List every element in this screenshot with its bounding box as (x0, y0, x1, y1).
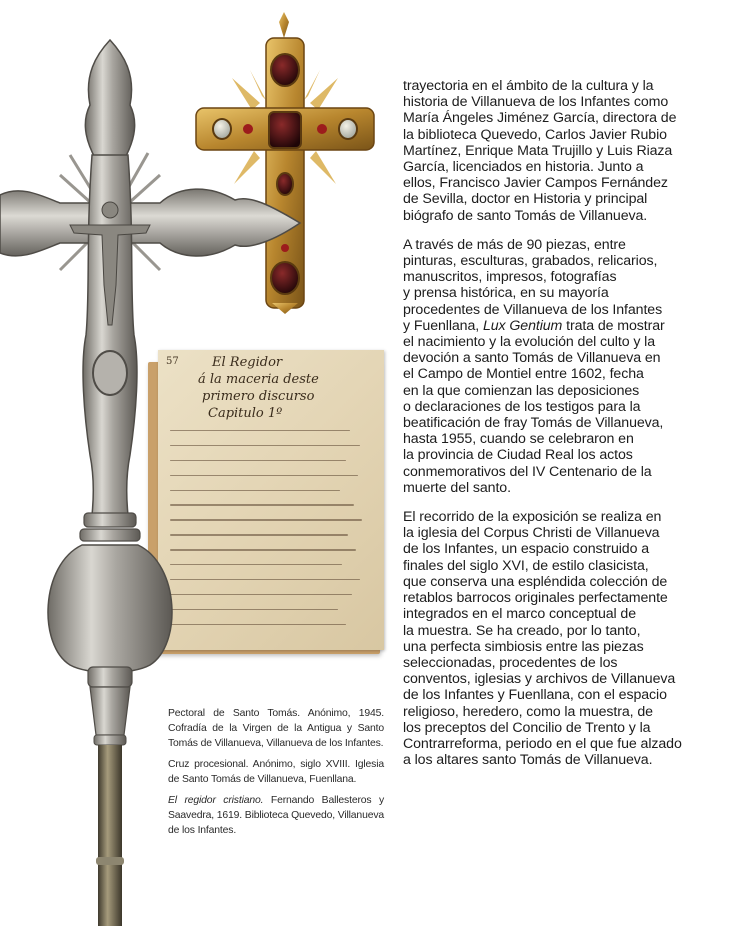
text-line: García, licenciados en historia. Junto a (403, 159, 644, 176)
text-line: de los Infantes y Fuenllana, con el espacio (403, 687, 667, 704)
text-line: el nacimiento y la evolución del culto y la (403, 334, 656, 351)
text-line: muerte del santo. (403, 479, 511, 496)
manuscript-page-number: 57 (166, 356, 179, 367)
text-line: retablos barrocos originales perfectamente (403, 590, 668, 607)
text-line: religioso, heredero, como la muestra, de (403, 703, 653, 720)
manuscript-heading-line: Capitulo 1º (208, 406, 283, 421)
text-line: la muestra. Se ha creado, por lo tanto, (403, 622, 641, 639)
text-line: conmemorativos del IV Centenario de la (403, 463, 652, 480)
text-line: beatificación de fray Tomás de Villanueva, (403, 415, 664, 432)
text-line: conventos, iglesias y archivos de Villanueva (403, 671, 676, 688)
manuscript-heading-line: El Regidor (212, 355, 283, 370)
image-captions (168, 706, 384, 844)
caption-processional-cross: Cruz procesional. Anónimo, siglo XVIII. Iglesia de Santo Tomás de Villanueva, Fuenllana. (168, 759, 384, 785)
caption-book-title: El regidor cristiano. (168, 795, 264, 806)
text-line: la provincia de Ciudad Real los actos (403, 447, 633, 464)
text-line-with-title (403, 318, 693, 334)
paragraph-2 (403, 237, 693, 496)
text-line: A través de más de 90 piezas, entre (403, 236, 626, 253)
text-line: de Sevilla, doctor en Historia y principal (403, 191, 648, 208)
text-line: hasta 1955, cuando se celebraron en (403, 431, 634, 448)
text-line: la biblioteca Quevedo, Carlos Javier Rubio (403, 126, 667, 143)
text-line: la iglesia del Corpus Christi de Villanueva (403, 525, 660, 542)
text-line: el Campo de Montiel entre 1602, fecha (403, 366, 644, 383)
text-line: los preceptos del Concilio de Trento y la (403, 719, 651, 736)
caption-book-details: Fernando Ballesteros y Saavedra, 1619. Biblioteca Quevedo, Villanueva de los Infantes. (168, 795, 384, 836)
text-line: seleccionadas, procedentes de los (403, 654, 618, 671)
text-line: historia de Villanueva de los Infantes como (403, 94, 669, 111)
text-line: María Ángeles Jiménez García, directora de (403, 110, 677, 127)
text-line: integrados en el marco conceptual de (403, 606, 637, 623)
text-line: en la que comienzan las deposiciones (403, 382, 640, 399)
text-line: a los altares santo Tomás de Villanueva. (403, 752, 653, 769)
text-line: trayectoria en el ámbito de la cultura y la (403, 78, 654, 94)
caption-pectoral: Pectoral de Santo Tomás. Anónimo, 1945. Cofradía de la Virgen de la Antigua y Santo Tomás de Villanueva, Villanueva de los Infantes. (168, 708, 384, 749)
exhibition-title: Lux Gentium (482, 317, 563, 334)
manuscript-heading-line: á la maceria deste (198, 372, 319, 387)
text-line: procedentes de Villanueva de los Infantes (403, 301, 663, 318)
text-line: El recorrido de la exposición se realiza en (403, 509, 662, 526)
text-line: de los Infantes, un espacio construido a (403, 541, 650, 558)
text-line: biógrafo de santo Tomás de Villanueva. (403, 207, 648, 224)
text-line: pinturas, esculturas, grabados, relicarios, (403, 253, 658, 270)
text-fragment: trata de mostrar (562, 317, 665, 334)
text-line: manuscritos, impresos, fotografías (403, 269, 617, 286)
article-body (403, 78, 693, 781)
text-line: que conserva una espléndida colección de (403, 573, 668, 590)
text-line: una perfecta simbiosis entre las piezas (403, 638, 644, 655)
manuscript-heading-line: primero discurso (202, 389, 315, 404)
text-line: Contrarreforma, periodo en el que fue alzado (403, 735, 682, 752)
text-fragment: y Fuenllana, (403, 317, 483, 334)
caption-manuscript (168, 793, 384, 838)
text-line: o declaraciones de los testigos para la (403, 398, 641, 415)
text-line: finales del siglo XVI, de estilo clasicista, (403, 557, 649, 574)
text-line: devoción a santo Tomás de Villanueva en (403, 350, 661, 367)
text-line: y prensa histórica, en su mayoría (403, 285, 609, 302)
paragraph-1 (403, 78, 693, 224)
paragraph-3 (403, 509, 693, 768)
text-line: ellos, Francisco Javier Campos Fernández (403, 175, 668, 192)
text-line: Martínez, Enrique Mata Trujillo y Luis Riaza (403, 142, 673, 159)
